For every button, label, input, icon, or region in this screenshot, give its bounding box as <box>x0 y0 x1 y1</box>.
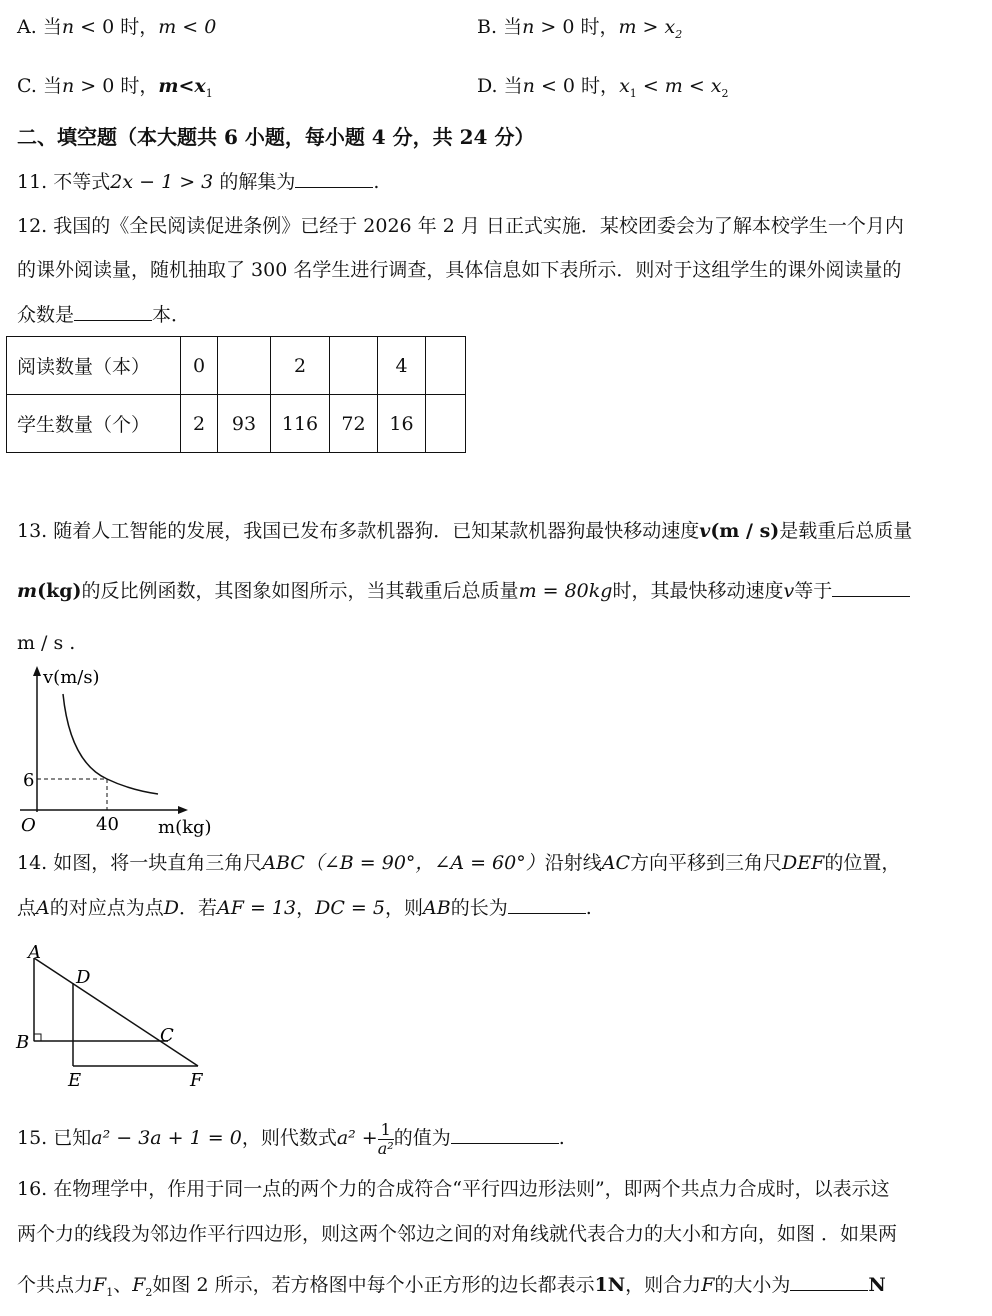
reading-table <box>6 336 466 453</box>
x-axis-arrow <box>178 806 188 814</box>
table-cell <box>330 337 378 395</box>
table-cell: 4 <box>378 337 426 395</box>
y-axis-arrow <box>33 666 41 676</box>
label-f: F <box>190 1070 203 1091</box>
line-af <box>34 958 198 1066</box>
label-e: E <box>68 1070 82 1091</box>
question-11: 11. 不等式2x − 1 > 3 的解集为 . <box>17 171 380 193</box>
question-12-line1: 12. 我国的《全民阅读促进条例》已经于 2026 年 2 月 日正式实施．某校团委会为了解本校学生一个月内 <box>17 215 904 237</box>
triangle-figure <box>10 938 220 1093</box>
question-12-line3: 众数是 本． <box>17 304 191 326</box>
table-cell: 116 <box>271 395 330 453</box>
question-16-line1: 16. 在物理学中，作用于同一点的两个力的合成符合“平行四边形法则”，即两个共点力合成时，以表示这 <box>17 1178 890 1200</box>
origin-label: O <box>21 815 36 836</box>
question-14-line1: 14. 如图，将一块直角三角尺ABC（∠B = 90°，∠A = 60°）沿射线AC方向平移到三角尺DEF的位置， <box>17 852 901 874</box>
table-cell: 16 <box>378 395 426 453</box>
right-angle-mark <box>34 1034 41 1041</box>
question-15: 15. 已知a² − 3a + 1 = 0，则代数式a² + $\frac{1}{\text{a²}}$ 的值为 . <box>17 1119 565 1158</box>
question-16-line2: 两个力的线段为邻边作平行四边形，则这两个邻边之间的对角线就代表合力的大小和方向，如图 ．如果两 <box>17 1223 898 1245</box>
table-cell: 2 <box>181 395 218 453</box>
x-tick-label: 40 <box>96 814 119 835</box>
table-row <box>7 395 466 453</box>
question-14-line2: 点A的对应点为点D．若AF = 13，DC = 5，则AB的长为 . <box>17 897 592 919</box>
answer-blank[interactable] <box>832 578 910 597</box>
answer-blank[interactable] <box>790 1272 868 1291</box>
table-cell: 0 <box>181 337 218 395</box>
table-cell <box>218 337 271 395</box>
question-13-line3: m / s . <box>17 632 76 654</box>
answer-blank[interactable] <box>508 895 586 914</box>
label-d: D <box>76 967 91 988</box>
y-axis-label: v(m/s) <box>43 667 100 688</box>
option-a[interactable]: A. 当n < 0 时，m < 0 <box>17 16 217 38</box>
table-header: 阅读数量（本） <box>7 337 181 395</box>
answer-blank[interactable] <box>295 169 373 188</box>
table-row <box>7 337 466 395</box>
y-tick-label: 6 <box>23 770 35 791</box>
hyperbola-curve <box>63 694 158 794</box>
answer-blank[interactable] <box>451 1125 559 1144</box>
question-12-line2: 的课外阅读量，随机抽取了 300 名学生进行调查，具体信息如下表所示．则对于这组学生的课外阅读量的 <box>17 259 902 281</box>
table-cell: 72 <box>330 395 378 453</box>
inverse-function-graph <box>10 662 220 842</box>
label-a: A <box>28 942 41 963</box>
fraction: $\frac{1}{\text{a²}}$ <box>377 1119 394 1158</box>
table-cell: 93 <box>218 395 271 453</box>
x-axis-label: m(kg) <box>158 817 212 838</box>
answer-blank[interactable] <box>74 302 152 321</box>
question-13-line2: m(kg)的反比例函数，其图象如图所示，当其载重后总质量m = 80kg时，其最快移动速度v等于 <box>17 578 910 604</box>
label-b: B <box>16 1032 30 1053</box>
table-cell <box>426 337 466 395</box>
label-c: C <box>160 1025 174 1046</box>
table-header: 学生数量（个） <box>7 395 181 453</box>
table-cell <box>426 395 466 453</box>
question-16-line3: 个共点力$F_1$、$F_2$如图 2 所示，若方格图中每个小正方形的边长都表示1N，则合力F的大小为 N <box>17 1274 886 1299</box>
option-d[interactable]: D. 当n < 0 时，$x_1 < m < x_2$ <box>477 75 729 100</box>
question-13-line1: 13. 随着人工智能的发展，我国已发布多款机器狗．已知某款机器狗最快移动速度v(m / s)是载重后总质量 <box>17 520 913 542</box>
option-c[interactable]: C. 当n > 0 时，$m<x_1$ <box>17 75 213 100</box>
option-b[interactable]: B. 当n > 0 时，$m > x_2$ <box>477 16 683 41</box>
table-cell: 2 <box>271 337 330 395</box>
section-title: 二、填空题（本大题共 6 小题，每小题 4 分，共 24 分） <box>17 125 535 149</box>
